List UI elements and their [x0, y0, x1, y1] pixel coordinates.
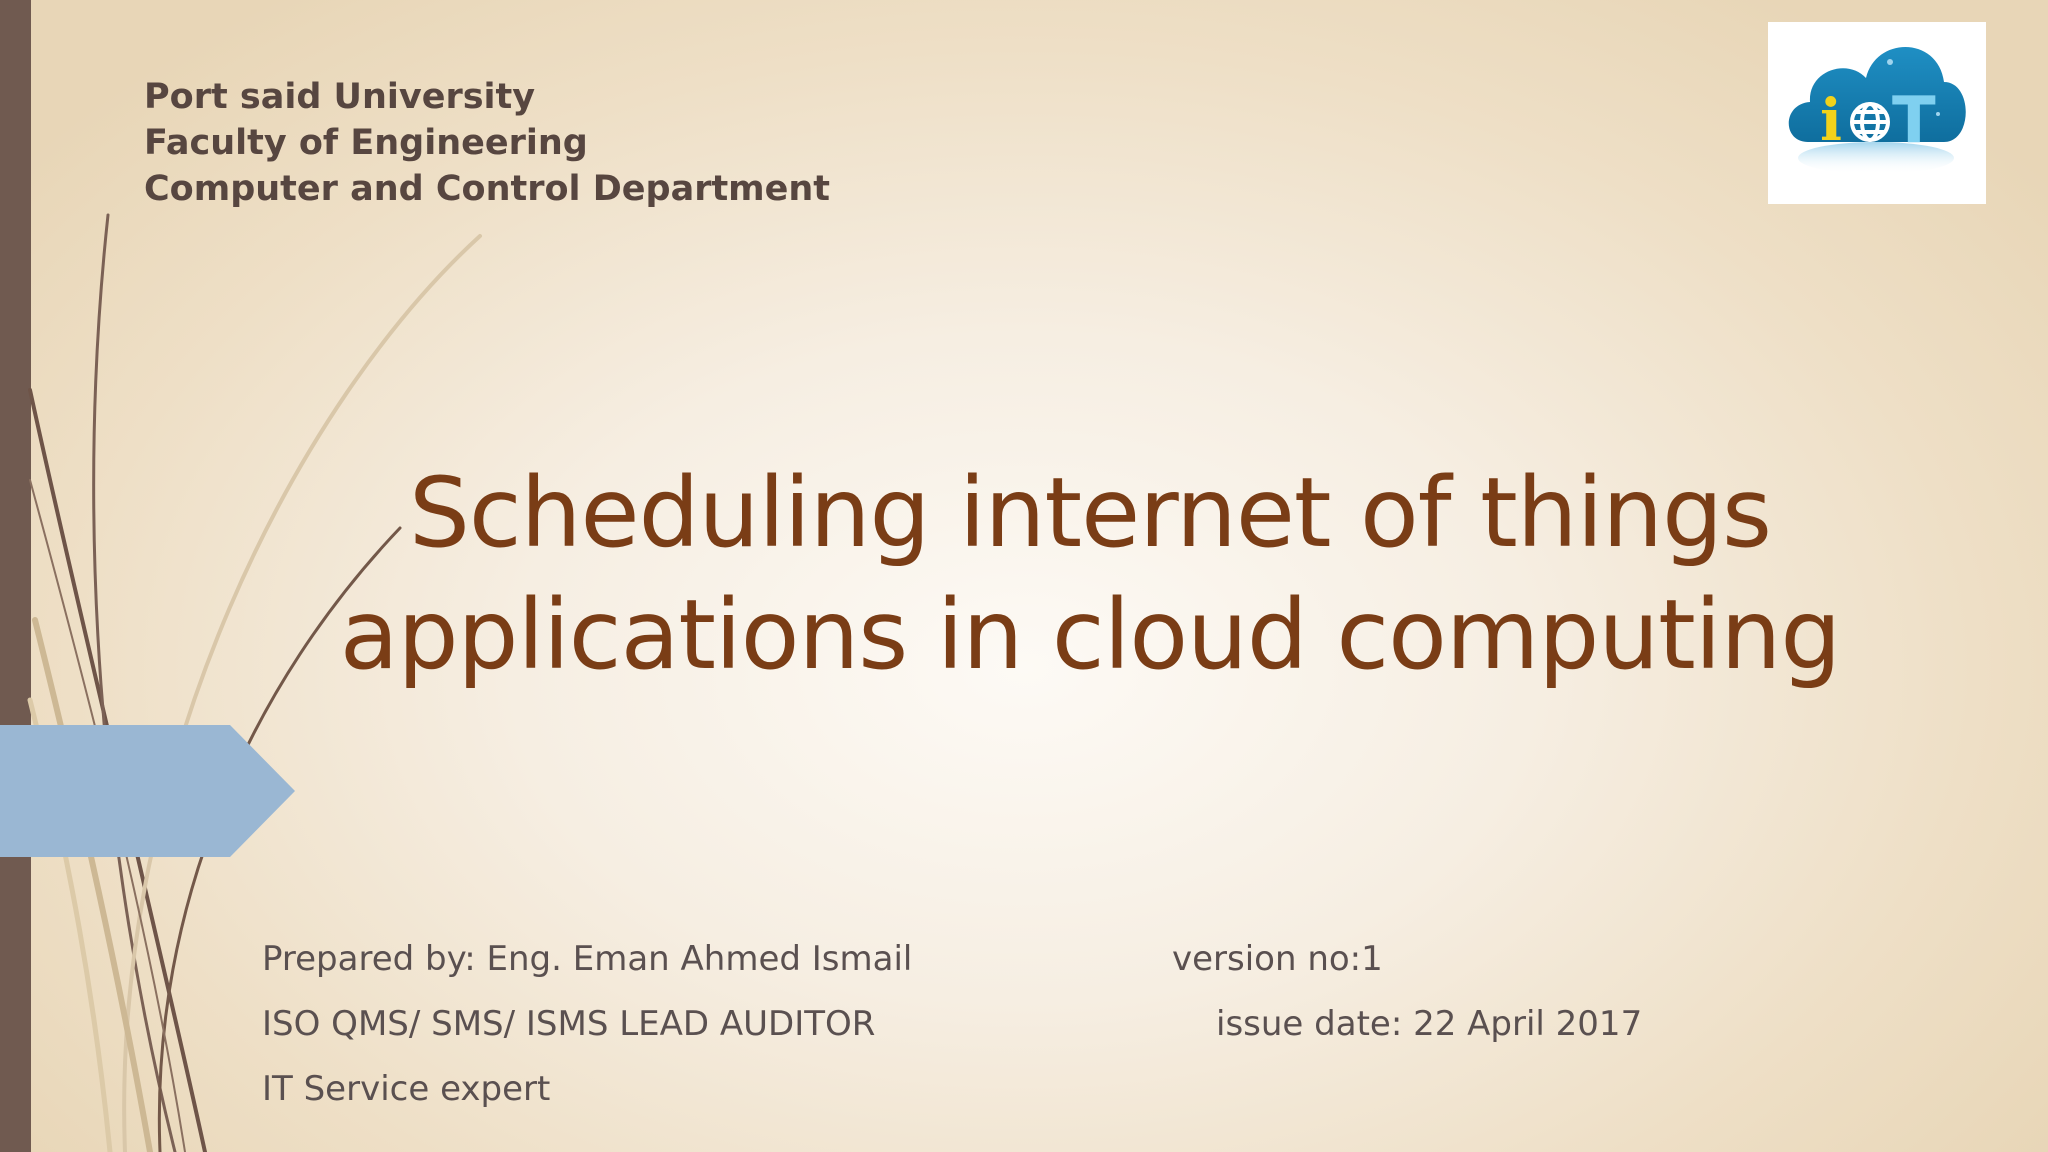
iot-cloud-logo	[1768, 22, 1986, 204]
logo-letter-t: T	[1892, 84, 1936, 158]
expertise-text: IT Service expert	[262, 1069, 551, 1109]
institution-block	[144, 74, 830, 212]
university-name: Port said University	[144, 77, 536, 117]
faculty-name: Faculty of Engineering	[144, 123, 588, 163]
version-text: version no:1	[1172, 939, 1383, 979]
logo-letter-i: i	[1820, 86, 1843, 154]
title-line-1: Scheduling internet of things	[408, 457, 1772, 569]
department-name: Computer and Control Department	[144, 169, 831, 209]
page-title	[240, 452, 1940, 696]
role-text: ISO QMS/ SMS/ ISMS LEAD AUDITOR	[262, 1004, 876, 1044]
prepared-by-text: Prepared by: Eng. Eman Ahmed Ismail	[262, 939, 913, 979]
blue-arrow-tab	[0, 725, 295, 857]
title-line-2: applications in cloud computing	[339, 579, 1841, 691]
issue-date-text: issue date: 22 April 2017	[1216, 1004, 1643, 1044]
